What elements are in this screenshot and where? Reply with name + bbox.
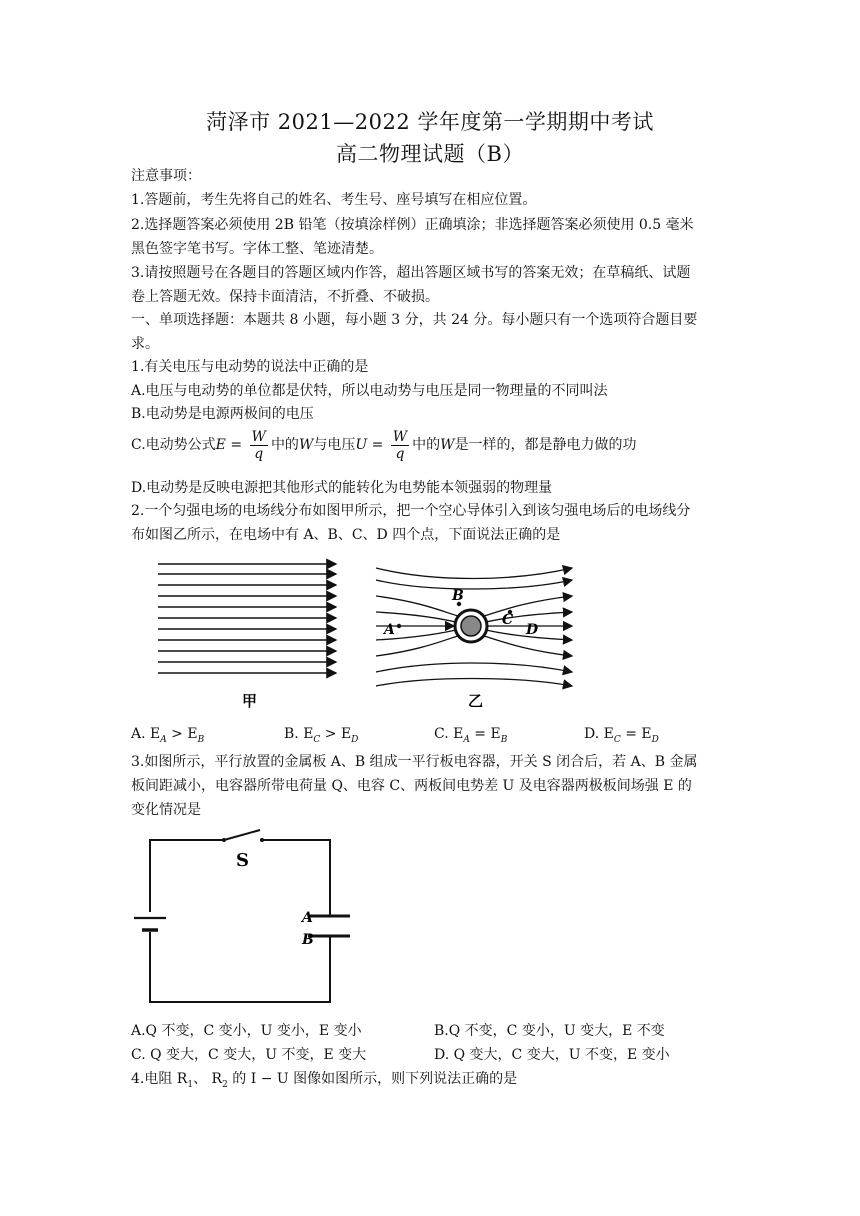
q2-option-a: A. $E_A > E_B$ <box>131 726 205 745</box>
section-heading-line1: 一、单项选择题：本题共 8 小题，每小题 3 分，共 24 分。每小题只有一个选项符合题目要 <box>131 312 698 328</box>
exam-title: 菏泽市 2021—2022 学年度第一学期期中考试 <box>206 110 654 134</box>
figure-label-yi: 乙 <box>468 692 484 707</box>
figure-conductor-field <box>372 552 582 707</box>
figure-label-jia: 甲 <box>242 692 258 710</box>
figure-uniform-field <box>150 552 350 712</box>
fraction-w-over-q: $\frac{W}{q}$ <box>251 428 266 462</box>
q3-option-d: D. Q 变大，C 变大，U 不变，E 变小 <box>434 1047 670 1063</box>
q3-stem-line3: 变化情况是 <box>131 802 201 818</box>
q2-option-b: B. $E_C > E_D$ <box>284 726 359 745</box>
q3-option-c: C. Q 变大，C 变大，U 不变，E 变大 <box>131 1047 367 1063</box>
figure-capacitor-circuit <box>128 826 358 1006</box>
note-2-line1: 2.选择题答案必须使用 2B 铅笔（按填涂样例）正确填涂；非选择题答案必须使用 0.5 毫米 <box>131 217 694 233</box>
q1-option-b: B.电动势是电源两极间的电压 <box>131 406 314 422</box>
note-3-line1: 3.请按照题号在各题目的答题区域内作答，超出答题区域书写的答案无效；在草稿纸、试题 <box>131 265 691 281</box>
q1-option-c: C.电动势公式E = $\frac{W}{q}$ 中的W与电压U = $\frac{W}{q}$ 中的W是一样的，都是静电力做的功 <box>131 428 637 462</box>
notes-heading: 注意事项： <box>131 168 201 184</box>
q3-option-b: B.Q 不变，C 变小，U 变大，E 不变 <box>434 1023 665 1039</box>
switch-label-s: S <box>236 850 249 871</box>
q3-option-a: A.Q 不变，C 变小，U 变小，E 变小 <box>131 1023 362 1039</box>
exam-subtitle: 高二物理试题（B） <box>336 142 524 166</box>
q1-option-a: A.电压与电动势的单位都是伏特，所以电动势与电压是同一物理量的不同叫法 <box>131 383 608 399</box>
note-1: 1.答题前，考生先将自己的姓名、考生号、座号填写在相应位置。 <box>131 192 537 208</box>
q1-option-d: D.电动势是反映电源把其他形式的能转化为电势能本领强弱的物理量 <box>131 480 553 496</box>
q3-stem-line2: 板间距减小，电容器所带电荷量 Q、电容 C、两板间电势差 U 及电容器两极板间场强 E 的 <box>131 778 692 794</box>
plate-label-a: A <box>302 910 313 926</box>
note-2-line2: 黑色签字笔书写。字体工整、笔迹清楚。 <box>131 241 383 257</box>
section-heading-line2: 求。 <box>131 336 159 352</box>
q4-stem: 4.电阻 $R_1$、 $R_2$ 的 I − U 图像如图所示，则下列说法正确的是 <box>131 1071 518 1090</box>
point-label-c: C <box>502 612 514 628</box>
q2-option-c: C. $E_A = E_B$ <box>434 726 508 745</box>
point-label-d: D <box>526 622 539 638</box>
q2-stem-line2: 布如图乙所示，在电场中有 A、B、C、D 四个点，下面说法正确的是 <box>131 527 561 543</box>
note-3-line2: 卷上答题无效。保持卡面清洁，不折叠、不破损。 <box>131 289 439 305</box>
point-label-a: A <box>384 622 395 638</box>
q1-stem: 1.有关电压与电动势的说法中正确的是 <box>131 359 369 375</box>
point-label-b: B <box>452 588 464 604</box>
fraction-w-over-q-2: $\frac{W}{q}$ <box>392 428 408 462</box>
q3-stem-line1: 3.如图所示，平行放置的金属板 A、B 组成一平行板电容器，开关 S 闭合后，若 A、B 金属 <box>131 754 698 770</box>
q2-option-d: D. $E_C = E_D$ <box>584 726 659 745</box>
q2-stem-line1: 2.一个匀强电场的电场线分布如图甲所示，把一个空心导体引入到该匀强电场后的电场线分 <box>131 503 691 519</box>
plate-label-b: B <box>302 932 314 948</box>
